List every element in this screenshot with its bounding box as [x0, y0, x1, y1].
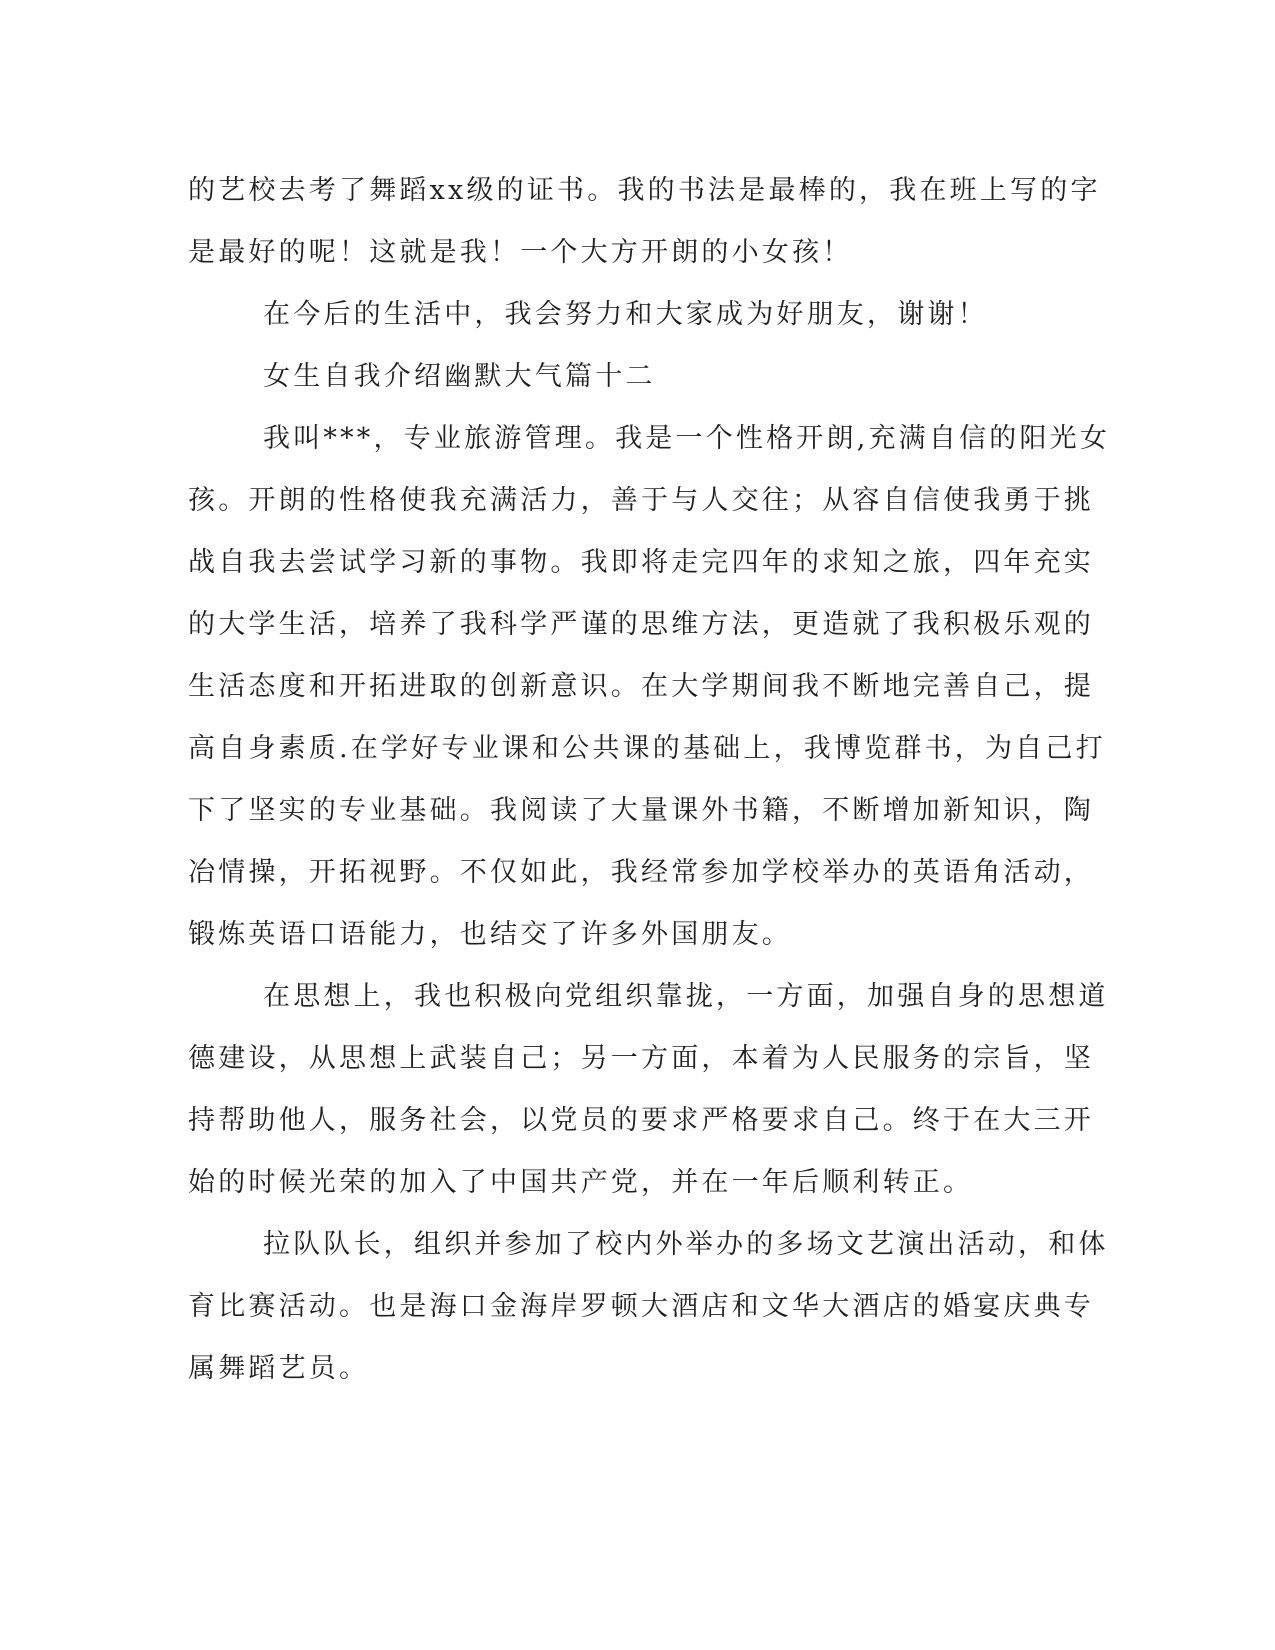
text-line: 始的时候光荣的加入了中国共产党，并在一年后顺利转正。: [188, 1167, 974, 1198]
text-line: 德建设，从思想上武装自己；另一方面，本着为人民服务的宗旨，坚: [188, 1043, 1094, 1074]
text-line: 在今后的生活中，我会努力和大家成为好朋友，谢谢！: [263, 299, 988, 330]
text-line: 下了坚实的专业基础。我阅读了大量课外书籍，不断增加新知识，陶: [188, 795, 1094, 826]
text-line: 生活态度和开拓进取的创新意识。在大学期间我不断地完善自己，提: [188, 671, 1094, 702]
text-line: 在思想上，我也积极向党组织靠拢，一方面，加强自身的思想道: [263, 981, 1109, 1012]
text-line: 持帮助他人，服务社会，以党员的要求严格要求自己。终于在大三开: [188, 1105, 1094, 1136]
text-line: 属舞蹈艺员。: [188, 1353, 370, 1384]
paragraph-closing: [188, 284, 1078, 346]
text-line: 孩。开朗的性格使我充满活力，善于与人交往；从容自信使我勇于挑: [188, 485, 1094, 516]
paragraph-introduction: [188, 408, 1111, 966]
document-body: [188, 160, 1111, 1400]
text-line: 我叫***，专业旅游管理。我是一个性格开朗,充满自信的阳光女: [263, 423, 1111, 454]
text-line: 育比赛活动。也是海口金海岸罗顿大酒店和文华大酒店的婚宴庆典专: [188, 1291, 1094, 1322]
text-line: 是最好的呢！这就是我！一个大方开朗的小女孩！: [188, 237, 853, 268]
text-line: 的艺校去考了舞蹈xx级的证书。我的书法是最棒的，我在班上写的字: [188, 175, 1101, 206]
text-line: 冶情操，开拓视野。不仅如此，我经常参加学校举办的英语角活动，: [188, 857, 1094, 888]
text-line: 高自身素质.在学好专业课和公共课的基础上，我博览群书，为自己打: [188, 733, 1106, 764]
section-title: 女生自我介绍幽默大气篇十二: [263, 361, 656, 392]
paragraph-continuation: [188, 160, 1101, 284]
section-heading: [188, 346, 1078, 408]
text-line: 的大学生活，培养了我科学严谨的思维方法，更造就了我积极乐观的: [188, 609, 1094, 640]
text-line: 锻炼英语口语能力，也结交了许多外国朋友。: [188, 919, 792, 950]
text-line: 拉队队长，组织并参加了校内外举办的多场文艺演出活动，和体: [263, 1229, 1109, 1260]
text-line: 战自我去尝试学习新的事物。我即将走完四年的求知之旅，四年充实: [188, 547, 1094, 578]
paragraph-ideology: [188, 966, 1109, 1214]
paragraph-activities: [188, 1214, 1109, 1400]
